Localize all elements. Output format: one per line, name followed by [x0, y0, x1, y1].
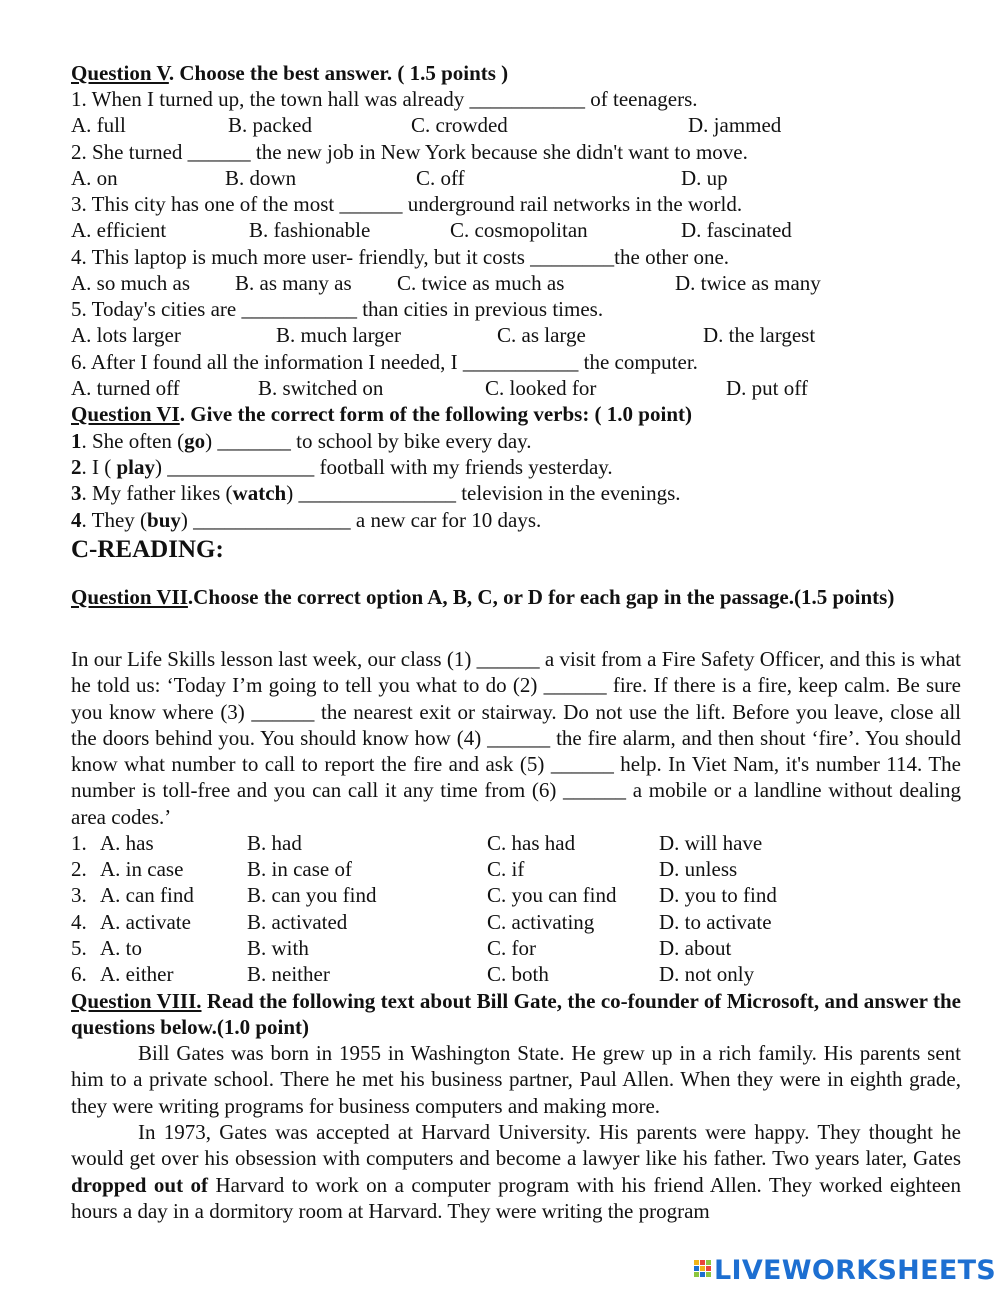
q7-row-4-option-d: D. to activate [659, 910, 772, 934]
q7-row-2-option-d: D. unless [659, 857, 738, 881]
q6-item-2 [71, 454, 613, 480]
q5-title: . Choose the best answer. ( 1.5 points ) [168, 61, 509, 85]
q8-heading [71, 988, 961, 1041]
q5-item-5-option-a: A. lots larger [71, 323, 181, 347]
q5-item-2-stem: 2. She turned ______ the new job in New York because she didn't want to move. [71, 140, 748, 164]
q6-item-2-text-a: . I ( [81, 455, 117, 479]
q6-title: . Give the correct form of the following verbs: ( 1.0 point) [179, 402, 692, 426]
q6-item-4-text-a: . They ( [81, 508, 148, 532]
liveworksheets-logo [694, 1256, 996, 1286]
q7-heading [71, 584, 961, 610]
q6-item-3-verb: watch [232, 481, 287, 505]
q7-title: .Choose the correct option A, B, C, or D for each gap in the passage.(1.5 points) [187, 585, 895, 609]
q5-item-2-option-c: C. off [416, 166, 465, 190]
q5-item-1-option-a: A. full [71, 113, 126, 137]
q5-item-4-option-d: D. twice as many [675, 271, 821, 295]
q8-paragraph-1: Bill Gates was born in 1955 in Washington State. He grew up in a rich family. His parents sent him to a private school. There he met his business partner, Paul Allen. When they were in eighth grade, they were writing programs for business computers and making more. [71, 1041, 961, 1118]
q8-title: Read the following text about Bill Gate, the co-founder of Microsoft, and answer the questions below.(1.0 point) [71, 989, 961, 1040]
q5-item-2-option-d: D. up [681, 166, 728, 190]
q6-item-4 [71, 507, 541, 533]
q5-item-4-option-c: C. twice as much as [397, 271, 565, 295]
q5-item-6-option-d: D. put off [726, 376, 808, 400]
q5-item-2-option-b: B. down [225, 166, 297, 190]
q7-row-2-number: 2. [71, 857, 87, 881]
q6-item-3-number: 3 [71, 481, 82, 505]
q8-paragraph-2-phrase: dropped out of [71, 1172, 209, 1197]
q5-label: Question V [71, 61, 169, 85]
q5-item-5-stem: 5. Today's cities are ___________ than cities in previous times. [71, 297, 604, 321]
q5-item-3-stem: 3. This city has one of the most ______ underground rail networks in the world. [71, 192, 743, 216]
q7-row-3-option-d: D. you to find [659, 883, 777, 907]
q7-row-5-number: 5. [71, 936, 87, 960]
q7-row-5-option-a: A. to [100, 936, 142, 960]
q7-row-5-option-b: B. with [247, 936, 309, 960]
q5-item-4-option-a: A. so much as [71, 271, 190, 295]
q8-label: Question VIII. [71, 989, 202, 1013]
q7-passage: In our Life Skills lesson last week, our class (1) ______ a visit from a Fire Safety Officer, and this is what he told us: ‘Today I’m going to tell you what to do (2) ______ fire. If there is a fire, keep calm. Be sure you know where (3) ______ the nearest exit or stairway. Do not use the lift. Before you leave, close all the doors behind you. You should know how (4) ______ the fire alarm, and then shout ‘fire’. You should know what number to call to report the fire and ask (5) ______ help. In Viet Nam, it's number 114. The number is toll-free and you can call it any time from (6) ______ a mobile or a landline without dealing area codes.’ [71, 647, 961, 829]
q7-row-6-option-a: A. either [100, 962, 174, 986]
q7-label: Question VII [71, 585, 188, 609]
q7-row-2-option-c: C. if [487, 857, 525, 881]
section-title-reading: C-READING: [71, 536, 224, 563]
q6-item-3-text-a: . My father likes ( [81, 481, 233, 505]
q7-row-1-number: 1. [71, 831, 87, 855]
q7-row-4-option-a: A. activate [100, 910, 191, 934]
q8-paragraph-2 [71, 1119, 961, 1224]
q5-item-1-option-d: D. jammed [688, 113, 782, 137]
q5-item-3-option-c: C. cosmopolitan [450, 218, 588, 242]
q6-item-3-text-b: ) _______________ television in the evenings. [286, 481, 681, 505]
q7-row-3-number: 3. [71, 883, 87, 907]
q5-item-6-option-b: B. switched on [258, 376, 384, 400]
q7-row-1-option-a: A. has [100, 831, 154, 855]
q6-heading [71, 401, 692, 427]
q7-row-2-option-a: A. in case [100, 857, 184, 881]
q5-heading [71, 60, 508, 86]
q8-paragraph-2-text-a: In 1973, Gates was accepted at Harvard University. His parents were happy. They thought he would get over his obsession with computers and become a lawyer like his father. Two years later, Gates [71, 1120, 961, 1171]
q5-item-5-option-b: B. much larger [276, 323, 401, 347]
q5-item-4-stem: 4. This laptop is much more user- friendly, but it costs ________the other one. [71, 245, 730, 269]
q7-row-5-option-c: C. for [487, 936, 536, 960]
q6-item-1-number: 1 [71, 429, 82, 453]
q7-row-6-option-c: C. both [487, 962, 549, 986]
q7-row-4-number: 4. [71, 910, 87, 934]
q6-item-4-text-b: ) _______________ a new car for 10 days. [180, 508, 542, 532]
q7-row-2-option-b: B. in case of [247, 857, 352, 881]
q6-item-2-text-b: ) ______________ football with my friends yesterday. [155, 455, 613, 479]
q6-item-4-number: 4 [71, 508, 82, 532]
q6-item-1 [71, 428, 532, 454]
q5-item-1-option-b: B. packed [228, 113, 312, 137]
q7-row-4-option-c: C. activating [487, 910, 595, 934]
q7-row-1-option-c: C. has had [487, 831, 576, 855]
q6-item-1-text-b: ) _______ to school by bike every day. [205, 429, 532, 453]
q6-item-2-number: 2 [71, 455, 82, 479]
q7-row-1-option-b: B. had [247, 831, 302, 855]
q7-row-5-option-d: D. about [659, 936, 732, 960]
q5-item-5-option-d: D. the largest [703, 323, 816, 347]
q5-item-6-option-c: C. looked for [485, 376, 597, 400]
liveworksheets-logo-text: LIVEWORKSHEETS [714, 1255, 997, 1286]
q5-item-6-option-a: A. turned off [71, 376, 180, 400]
q5-item-4-option-b: B. as many as [235, 271, 352, 295]
q6-item-1-text-a: . She often ( [81, 429, 185, 453]
q7-row-4-option-b: B. activated [247, 910, 348, 934]
q6-label: Question VI [71, 402, 180, 426]
q7-row-6-option-d: D. not only [659, 962, 755, 986]
q8-paragraph-2-text-b: Harvard to work on a computer program with his friend Allen. They worked eighteen hours a day in a dormitory room at Harvard. They were writing the program [71, 1172, 961, 1223]
q6-item-3 [71, 480, 681, 506]
q5-item-1-stem: 1. When I turned up, the town hall was already ___________ of teenagers. [71, 87, 698, 111]
q5-item-2-option-a: A. on [71, 166, 118, 190]
q6-item-1-verb: go [184, 429, 206, 453]
q7-row-3-option-c: C. you can find [487, 883, 617, 907]
q5-item-6-stem: 6. After I found all the information I needed, I ___________ the computer. [71, 350, 698, 374]
q5-item-5-option-c: C. as large [497, 323, 586, 347]
q7-row-1-option-d: D. will have [659, 831, 763, 855]
q5-item-3-option-d: D. fascinated [681, 218, 792, 242]
q7-row-3-option-b: B. can you find [247, 883, 377, 907]
q5-item-1-option-c: C. crowded [411, 113, 508, 137]
liveworksheets-logo-icon [694, 1260, 714, 1282]
q7-row-6-number: 6. [71, 962, 87, 986]
q5-item-3-option-a: A. efficient [71, 218, 167, 242]
q6-item-4-verb: buy [147, 508, 181, 532]
q7-row-6-option-b: B. neither [247, 962, 330, 986]
q5-item-3-option-b: B. fashionable [249, 218, 371, 242]
q6-item-2-verb: play [116, 455, 156, 479]
q7-row-3-option-a: A. can find [100, 883, 194, 907]
